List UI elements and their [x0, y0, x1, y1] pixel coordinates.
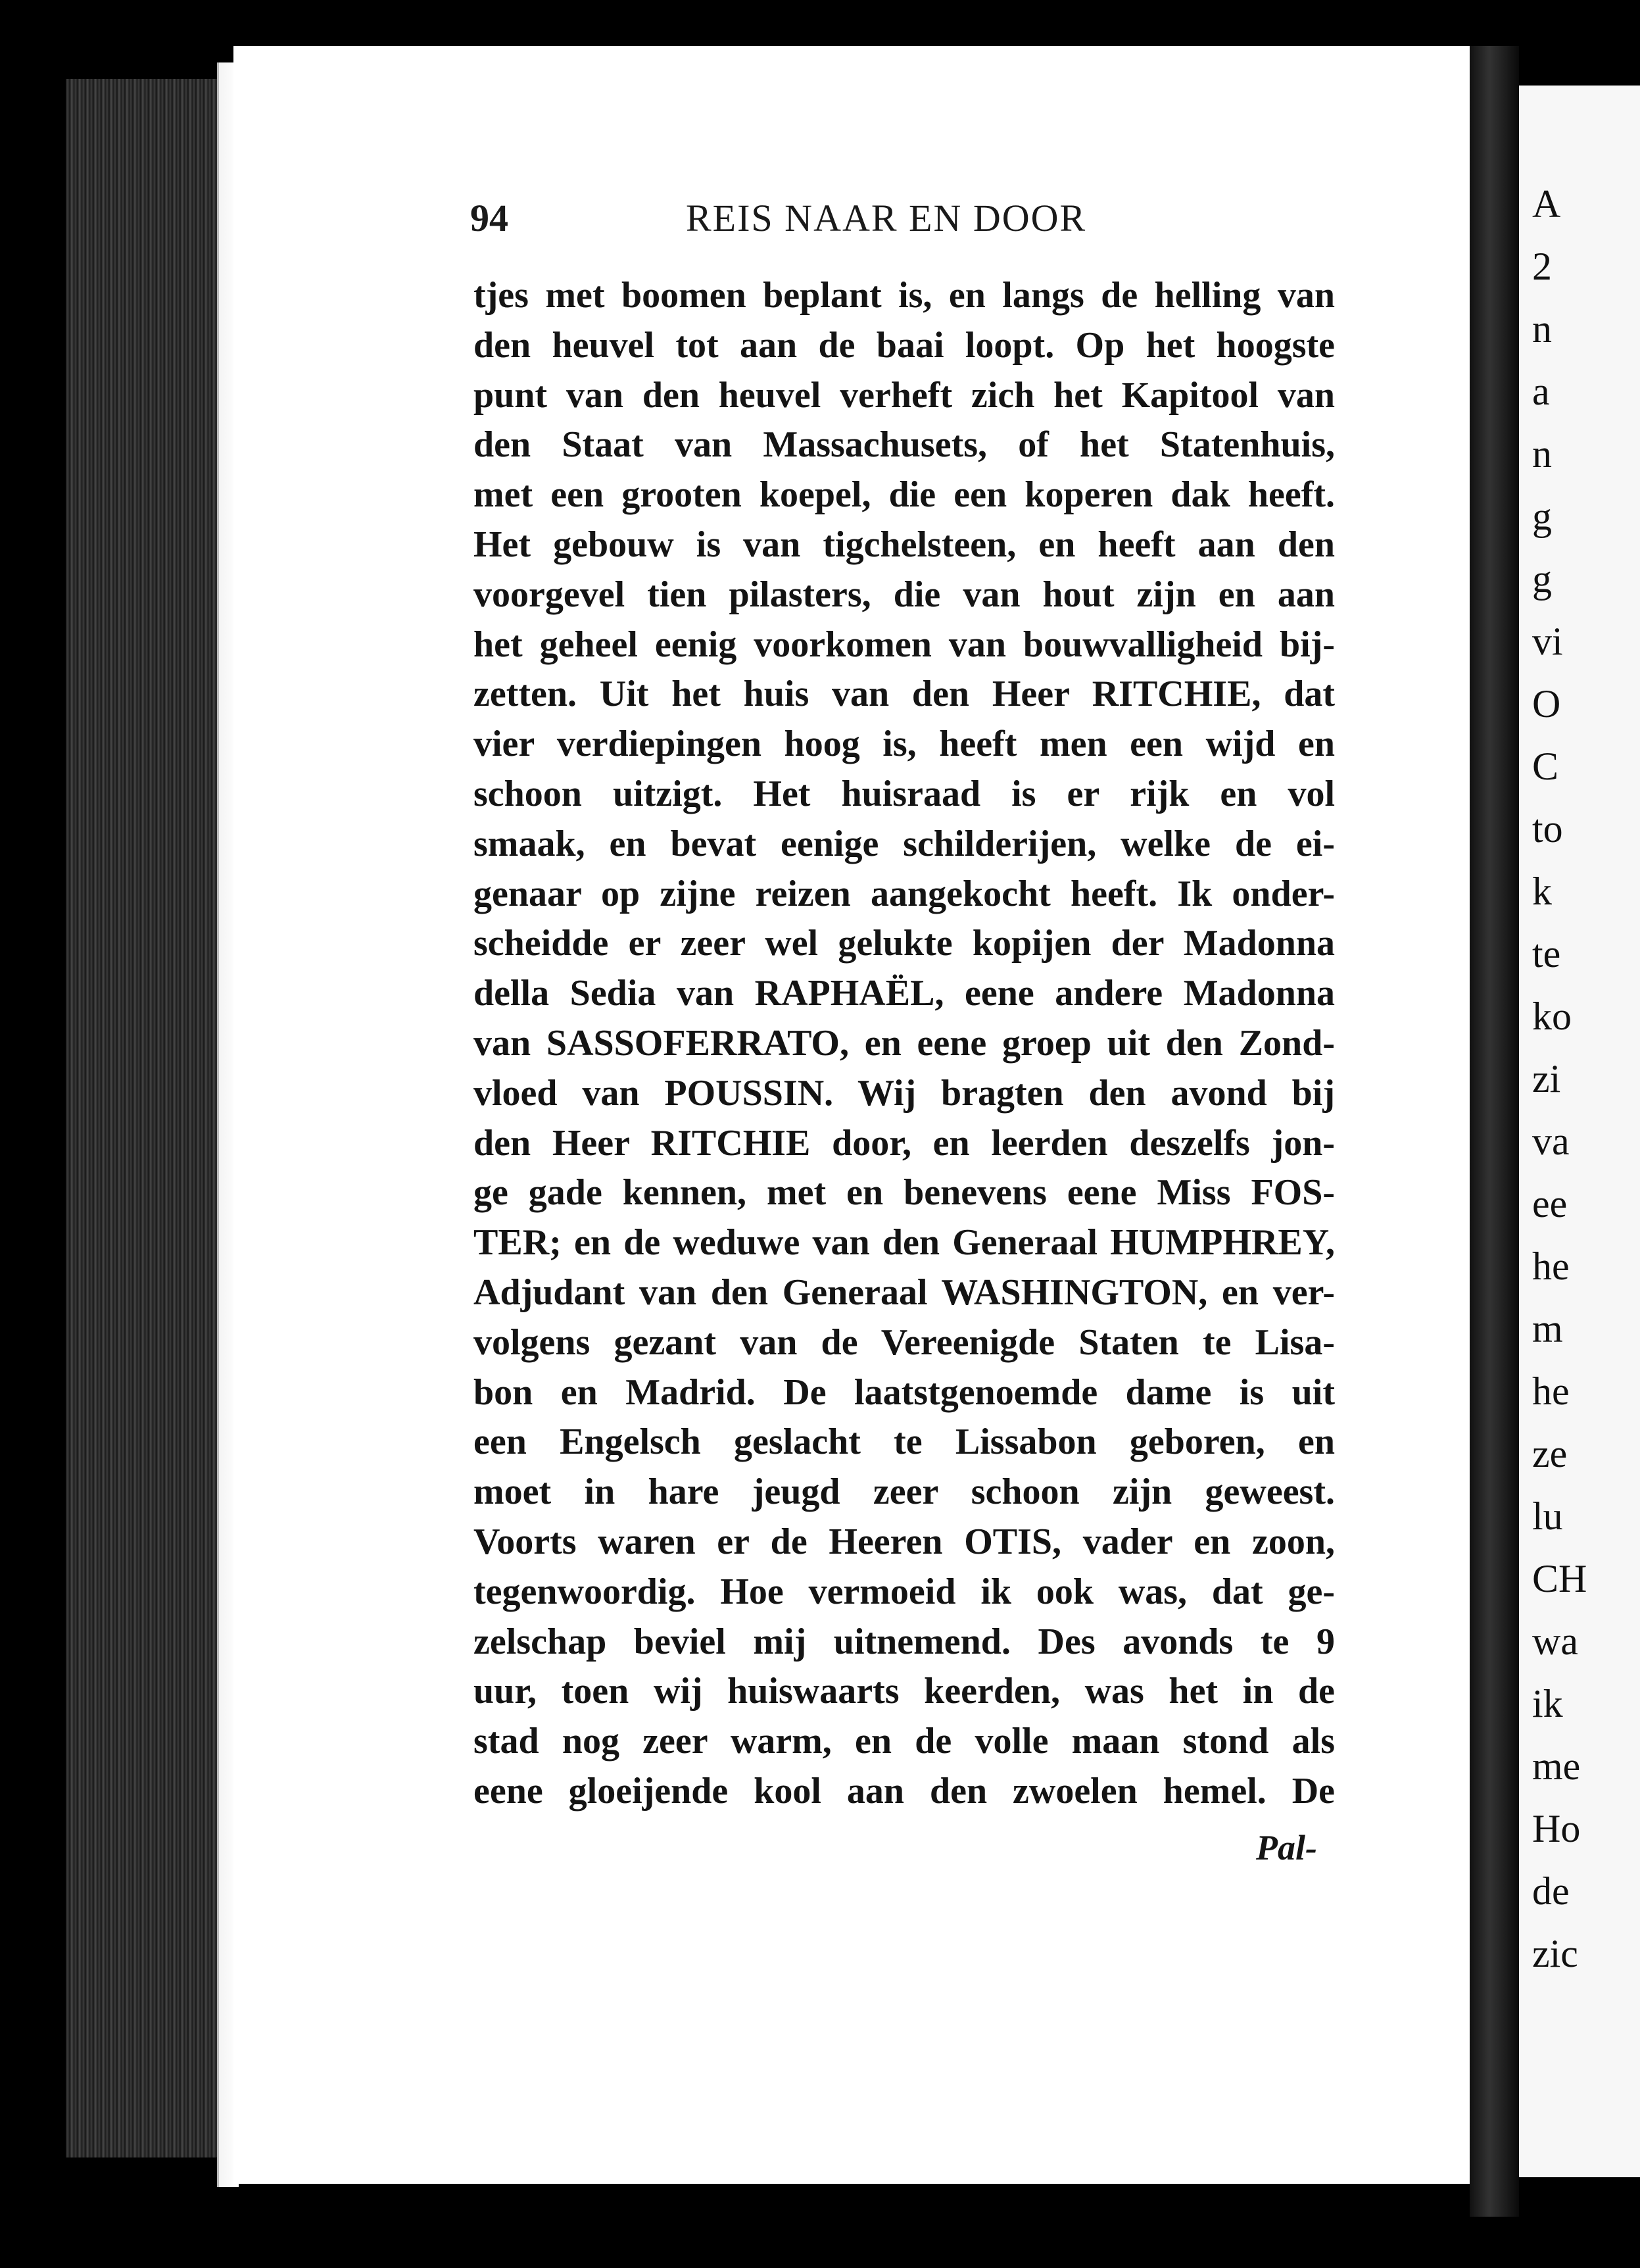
- page-header: [470, 196, 1332, 249]
- facing-page-text-fragment: te: [1532, 932, 1561, 975]
- text-line: bon en Madrid. De laatstgenoemde dame is uit: [473, 1371, 1335, 1413]
- facing-page-text-fragment: de: [1532, 1869, 1570, 1913]
- text-line: tegenwoordig. Hoe vermoeid ik ook was, dat ge-: [473, 1571, 1335, 1612]
- facing-page-text-fragment: 2: [1532, 245, 1552, 288]
- facing-page-text-fragment: Ho: [1532, 1807, 1581, 1850]
- facing-page-text-fragment: vi: [1532, 620, 1563, 663]
- facing-page-text-fragment: ee: [1532, 1182, 1568, 1225]
- text-line: den Staat van Massachusets, of het Statenhuis,: [473, 424, 1335, 466]
- facing-page-text-fragment: O: [1532, 682, 1561, 726]
- text-line: moet in hare jeugd zeer schoon zijn geweest.: [473, 1471, 1335, 1513]
- text-line: een Engelsch geslacht te Lissabon geboren, en: [473, 1421, 1335, 1463]
- facing-page-text-fragment: CH: [1532, 1557, 1587, 1600]
- text-line: Adjudant van den Generaal WASHINGTON, en ver-: [473, 1271, 1335, 1313]
- body-text: [473, 271, 1335, 1817]
- facing-page-text-fragment: he: [1532, 1245, 1570, 1288]
- text-line: den Heer RITCHIE door, en leerden deszelfs jon-: [473, 1122, 1335, 1164]
- text-line: scheidde er zeer wel gelukte kopijen der Madonna: [473, 923, 1335, 964]
- text-line: stad nog zeer warm, en de volle maan stond als: [473, 1721, 1335, 1762]
- text-line: uur, toen wij huiswaarts keerden, was het in de: [473, 1671, 1335, 1712]
- facing-page-text-fragment: a: [1532, 370, 1550, 413]
- facing-page-text-fragment: zi: [1532, 1057, 1561, 1100]
- text-line: ge gade kennen, met en benevens eene Miss FOS-: [473, 1172, 1335, 1214]
- facing-page-text-fragment: g: [1532, 557, 1552, 601]
- facing-page-text-fragment: m: [1532, 1307, 1563, 1350]
- text-line: van SASSOFERRATO, en eene groep uit den Zond-: [473, 1022, 1335, 1064]
- text-line: het geheel eenig voorkomen van bouwvalligheid bij-: [473, 624, 1335, 665]
- facing-page-text-fragment: A: [1532, 182, 1561, 226]
- book-gutter: [1470, 46, 1519, 2217]
- facing-page-text-fragment: lu: [1532, 1494, 1563, 1538]
- facing-page-text-fragment: to: [1532, 807, 1563, 851]
- text-line: smaak, en bevat eenige schilderijen, welke de ei-: [473, 823, 1335, 864]
- text-line: schoon uitzigt. Het huisraad is er rijk en vol: [473, 773, 1335, 814]
- text-line: della Sedia van RAPHAËL, eene andere Madonna: [473, 973, 1335, 1014]
- text-line: punt van den heuvel verheft zich het Kapitool van: [473, 374, 1335, 416]
- scan-border-left: [0, 0, 66, 2268]
- text-line: eene gloeijende kool aan den zwoelen hemel. De: [473, 1770, 1335, 1812]
- text-line: den heuvel tot aan de baai loopt. Op het hoogste: [473, 324, 1335, 366]
- running-title: REIS NAAR EN DOOR: [686, 197, 1087, 239]
- facing-page-text-fragment: wa: [1532, 1619, 1578, 1663]
- facing-page-text-fragment: n: [1532, 432, 1552, 476]
- facing-page-text-fragment: ik: [1532, 1682, 1563, 1725]
- text-line: tjes met boomen beplant is, en langs de helling van: [473, 275, 1335, 316]
- book-page-edges: [66, 79, 221, 2157]
- text-line: Voorts waren er de Heeren OTIS, vader en zoon,: [473, 1521, 1335, 1562]
- text-line: met een grooten koepel, die een koperen dak heeft.: [473, 474, 1335, 516]
- text-line: zetten. Uit het huis van den Heer RITCHIE, dat: [473, 674, 1335, 715]
- facing-page-text-fragment: va: [1532, 1120, 1570, 1163]
- text-line: Het gebouw is van tigchelsteen, en heeft aan den: [473, 524, 1335, 565]
- facing-page-text-fragment: zic: [1532, 1932, 1578, 1975]
- facing-page-text-fragment: me: [1532, 1744, 1581, 1788]
- facing-page-text-fragment: ko: [1532, 995, 1572, 1038]
- facing-page-text-fragment: C: [1532, 745, 1559, 788]
- facing-page-text-fragment: ze: [1532, 1432, 1568, 1475]
- text-line: TER; en de weduwe van den Generaal HUMPHREY,: [473, 1222, 1335, 1264]
- text-line: volgens gezant van de Vereenigde Staten te Lisa-: [473, 1321, 1335, 1363]
- facing-page-text-fragment: he: [1532, 1369, 1570, 1413]
- text-line: vloed van POUSSIN. Wij bragten den avond bij: [473, 1072, 1335, 1114]
- catchword: Pal-: [1256, 1828, 1317, 1867]
- text-line: voorgevel tien pilasters, die van hout zijn en aan: [473, 574, 1335, 615]
- page-number: 94: [470, 197, 508, 239]
- text-line: zelschap beviel mij uitnemend. Des avonds te 9: [473, 1621, 1335, 1662]
- facing-page-text-fragment: n: [1532, 307, 1552, 351]
- text-line: vier verdiepingen hoog is, heeft men een wijd en: [473, 724, 1335, 765]
- facing-page-text-fragment: g: [1532, 495, 1552, 538]
- text-line: genaar op zijne reizen aangekocht heeft. Ik onder-: [473, 873, 1335, 914]
- facing-page-fragment: [1519, 86, 1640, 2177]
- facing-page-text-fragment: k: [1532, 870, 1552, 913]
